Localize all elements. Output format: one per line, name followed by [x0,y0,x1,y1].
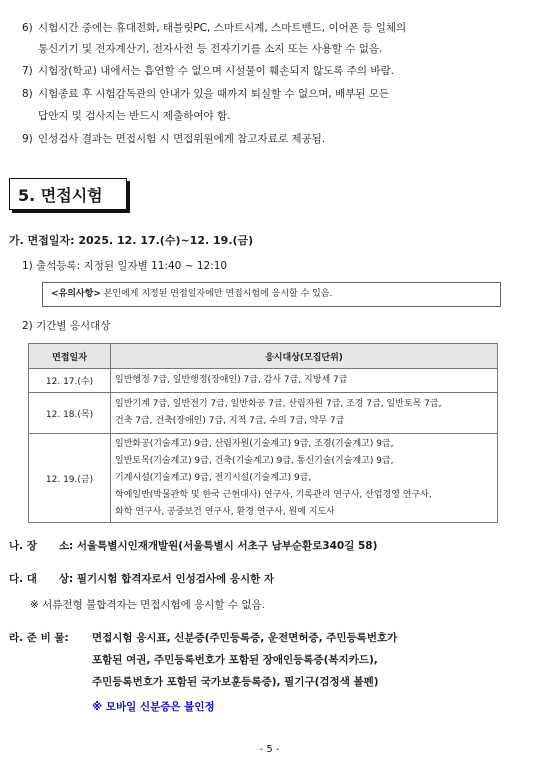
row-date: 12. 18.(목) [29,393,111,434]
target-line: 학예일반(박물관학 및 한국 근현대사) 연구사, 기록관리 연구사, 산업경영 연구사, [115,489,432,500]
interview-date [9,232,253,248]
header-target: 응시대상(모집단위) [111,344,498,369]
exam-place [9,538,377,553]
mobile-id-note: ※ 모바일 신분증은 불인정 [92,701,215,713]
target-line: 일반행정 7급, 일반행정(장애인) 7급, 감사 7급, 지방세 7급 [115,375,348,385]
rule-number: 6) [22,22,33,34]
target-line: 일반토목(기술계고) 9급, 건축(기술계고) 9급, 통신기술(기술계고) 9급, [115,455,394,466]
supplies-line-1: 면접시험 응시표, 신분증(주민등록증, 운전면허증, 주민등록번호가 [92,632,398,644]
target-line: 건축 7급, 건축(장애인) 7급, 지적 7급, 수의 7급, 약무 7급 [115,416,345,426]
rule-8-line2: 답안지 및 검사지는 반드시 제출하여야 함. [38,110,231,122]
schedule-table [28,343,498,523]
header-date: 면접일자 [29,344,111,369]
caution-tag: <유의사항> [51,289,101,299]
table-row [29,393,498,434]
period-label: 2) 기간별 응시대상 [22,320,111,332]
interview-date-value: 2025. 12. 17.(수)~12. 19.(금) [78,234,254,247]
rule-7 [22,64,394,78]
target-label: 다. 대 상: [9,573,77,585]
rule-9 [22,132,325,146]
rule-8-line1 [22,87,389,101]
row-date: 12. 19.(금) [29,434,111,523]
row-date: 12. 17.(수) [29,369,111,393]
target-note: ※ 서류전형 불합격자는 면접시험에 응시할 수 없음. [30,599,266,611]
rule-text: 시험종료 후 시험감독관의 안내가 있을 때까지 퇴실할 수 없으며, 배부된 모든 [38,88,390,100]
target-line: 일반기계 7급, 일반전기 7급, 일반화공 7급, 산림자원 7급, 조경 7급, 일반토목 7급, [115,399,442,409]
supplies-label: 라. 준 비 물: [9,632,69,644]
rule-number: 8) [22,88,33,100]
caution-text: 본인에게 지정된 면접일자에만 면접시험에 응시할 수 있음. [100,289,333,299]
rule-6-line2: 통신기기 및 전자계산기, 전자사전 등 전자기기를 소지 또는 사용할 수 없음. [38,43,383,55]
page-number: - 5 - [259,744,280,755]
supplies-line-3: 주민등록번호가 포함된 국가보훈등록증), 필기구(검정색 볼펜) [92,676,379,688]
interview-date-label: 가. 면접일자: [9,234,79,247]
section-heading-box [9,178,127,210]
caution-box [42,282,501,307]
rule-6-line1 [22,21,406,35]
row-targets [111,393,498,434]
exam-target [9,571,274,586]
row-targets [111,434,498,523]
table-header-row [29,344,498,369]
attendance-registration: 1) 출석등록: 지정된 일자별 11:40 ~ 12:10 [22,260,228,272]
rule-number: 9) [22,133,33,145]
place-label: 나. 장 소: [9,540,77,552]
table-row [29,369,498,393]
rule-text: 시험시간 중에는 휴대전화, 태블릿PC, 스마트시계, 스마트밴드, 이어폰 등 일체의 [38,22,407,34]
table-row [29,434,498,523]
row-targets [111,369,498,393]
target-line: 일반화공(기술계고) 9급, 산림자원(기술계고) 9급, 조경(기술계고) 9급, [115,438,394,449]
rule-text: 시험장(학교) 내에서는 흡연할 수 없으며 시설물이 훼손되지 않도록 주의 바람. [38,65,395,77]
rule-number: 7) [22,65,33,77]
place-value: 서울특별시인재개발원(서울특별시 서초구 남부순환로340길 58) [76,540,378,552]
section-title: 5. 면접시험 [18,185,103,205]
target-line: 기계시설(기술계고) 9급, 전기시설(기술계고) 9급, [115,472,312,483]
target-value: 필기시험 합격자로서 인성검사에 응시한 자 [76,573,275,585]
supplies-line-2: 포함된 여권, 주민등록번호가 포함된 장애인등록증(복지카드), [92,654,378,666]
rule-text: 인성검사 결과는 면접시험 시 면접위원에게 참고자료로 제공됨. [38,133,326,145]
target-line: 화학 연구사, 공중보건 연구사, 환경 연구사, 원예 지도사 [115,506,335,517]
